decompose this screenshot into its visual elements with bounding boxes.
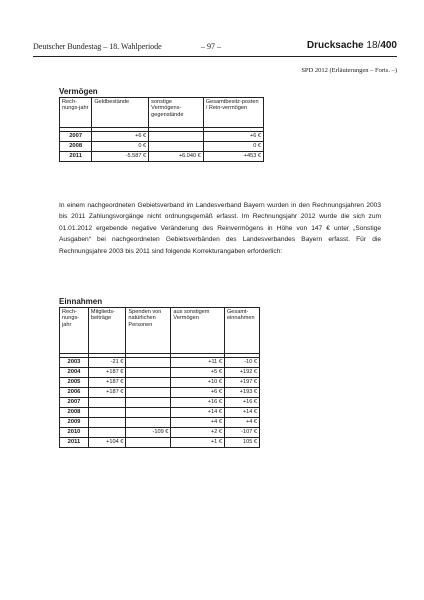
value-cell bbox=[126, 378, 171, 388]
einnahmen-title: Einnahmen bbox=[59, 297, 103, 306]
value-cell bbox=[126, 438, 171, 448]
vermoegen-title: Vermögen bbox=[59, 87, 98, 96]
value-cell: +16 € bbox=[224, 398, 259, 408]
value-cell: +14 € bbox=[224, 408, 259, 418]
year-cell: 2006 bbox=[60, 388, 89, 398]
value-cell: +16 € bbox=[171, 398, 225, 408]
year-cell: 2011 bbox=[60, 438, 89, 448]
value-cell: +6 € bbox=[92, 132, 149, 142]
value-cell: -107 € bbox=[224, 428, 259, 438]
year-cell: 2007 bbox=[60, 132, 92, 142]
value-cell: +6 € bbox=[203, 132, 263, 142]
value-cell: +187 € bbox=[88, 368, 125, 378]
value-cell bbox=[126, 368, 171, 378]
page-header bbox=[33, 40, 397, 54]
value-cell bbox=[88, 398, 125, 408]
value-cell: +4 € bbox=[224, 418, 259, 428]
value-cell: +192 € bbox=[224, 368, 259, 378]
value-cell bbox=[126, 388, 171, 398]
year-cell: 2003 bbox=[60, 358, 89, 368]
value-cell: 105 € bbox=[224, 438, 259, 448]
value-cell: +10 € bbox=[171, 378, 225, 388]
value-cell bbox=[126, 358, 171, 368]
table-row bbox=[60, 152, 264, 162]
value-cell bbox=[88, 408, 125, 418]
table-row bbox=[60, 132, 264, 142]
value-cell: 0 € bbox=[203, 142, 263, 152]
value-cell bbox=[149, 132, 204, 142]
column-header: Rech-nungs-jahr bbox=[60, 98, 92, 128]
value-cell: +11 € bbox=[171, 358, 225, 368]
value-cell bbox=[149, 142, 204, 152]
value-cell: 0 € bbox=[92, 142, 149, 152]
value-cell: -10 € bbox=[224, 358, 259, 368]
value-cell: +6 € bbox=[171, 388, 225, 398]
value-cell: +453 € bbox=[203, 152, 263, 162]
table-row bbox=[60, 142, 264, 152]
column-header: Spenden von natürlichen Personen bbox=[126, 308, 171, 354]
vermoegen-table bbox=[59, 97, 264, 162]
document-number-value: 400 bbox=[380, 40, 397, 51]
value-cell: +4 € bbox=[171, 418, 225, 428]
value-cell: +1 € bbox=[171, 438, 225, 448]
document-number-prefix: 18/ bbox=[366, 40, 381, 51]
table-row bbox=[60, 428, 260, 438]
section-subheader: SPD 2012 (Erläuterungen – Forts. –) bbox=[301, 67, 397, 74]
table-row bbox=[60, 358, 260, 368]
year-cell: 2008 bbox=[60, 142, 92, 152]
value-cell: +6.040 € bbox=[149, 152, 204, 162]
column-header: sonstige Vermögens-gegenstände bbox=[149, 98, 204, 128]
einnahmen-table bbox=[59, 307, 260, 448]
header-title: Deutscher Bundestag – 18. Wahlperiode bbox=[33, 42, 162, 51]
value-cell: +187 € bbox=[88, 388, 125, 398]
column-header: Rech-nungs-jahr bbox=[60, 308, 89, 354]
explanation-paragraph: In einem nachgeordneten Gebietsverband im Landesverband Bayern wurden in den Rechnungsjahren 2003 bis 2011 Zahlungsvorgänge nicht ordnungsgemäß erfasst. Im Rechnungsjahr 2012 wurde die sich zum 01.01.2012 ergebende negative Veränderung des Reinvermögens in Höhe von 147 € unter „Sonstige Ausgaben“ bei nachgeordneten Gebietsverbänden des Landesverbandes Bayern erfasst. Für die Rechnungsjahre 2003 bis 2011 sind folgende Korrekturangaben erforderlich: bbox=[59, 202, 381, 255]
value-cell bbox=[88, 428, 125, 438]
value-cell bbox=[88, 418, 125, 428]
year-cell: 2009 bbox=[60, 418, 89, 428]
value-cell: -21 € bbox=[88, 358, 125, 368]
value-cell: +197 € bbox=[224, 378, 259, 388]
column-header: Mitglieds-beiträge bbox=[88, 308, 125, 354]
value-cell: -5.587 € bbox=[92, 152, 149, 162]
value-cell: +14 € bbox=[171, 408, 225, 418]
table-header-row bbox=[60, 308, 260, 354]
document-number bbox=[307, 40, 397, 51]
page-number: – 97 – bbox=[201, 42, 221, 51]
table-row bbox=[60, 388, 260, 398]
year-cell: 2008 bbox=[60, 408, 89, 418]
year-cell: 2005 bbox=[60, 378, 89, 388]
year-cell: 2010 bbox=[60, 428, 89, 438]
value-cell: +104 € bbox=[88, 438, 125, 448]
table-row bbox=[60, 418, 260, 428]
value-cell bbox=[126, 408, 171, 418]
column-header: aus sonstigem Vermögen bbox=[171, 308, 225, 354]
column-header: Geldbestände bbox=[92, 98, 149, 128]
value-cell: +187 € bbox=[88, 378, 125, 388]
document-label: Drucksache bbox=[306, 40, 364, 51]
year-cell: 2004 bbox=[60, 368, 89, 378]
column-header: Gesamtbesitz-posten / Rein-vermögen bbox=[203, 98, 263, 128]
value-cell bbox=[126, 418, 171, 428]
table-row bbox=[60, 368, 260, 378]
value-cell bbox=[126, 398, 171, 408]
value-cell: +193 € bbox=[224, 388, 259, 398]
year-cell: 2011 bbox=[60, 152, 92, 162]
column-header: Gesamt-einnahmen bbox=[224, 308, 259, 354]
table-row bbox=[60, 378, 260, 388]
table-row bbox=[60, 438, 260, 448]
value-cell: +5 € bbox=[171, 368, 225, 378]
table-header-row bbox=[60, 98, 264, 128]
table-row bbox=[60, 408, 260, 418]
value-cell: +2 € bbox=[171, 428, 225, 438]
year-cell: 2007 bbox=[60, 398, 89, 408]
header-rule bbox=[33, 56, 397, 57]
table-row bbox=[60, 398, 260, 408]
value-cell: -109 € bbox=[126, 428, 171, 438]
